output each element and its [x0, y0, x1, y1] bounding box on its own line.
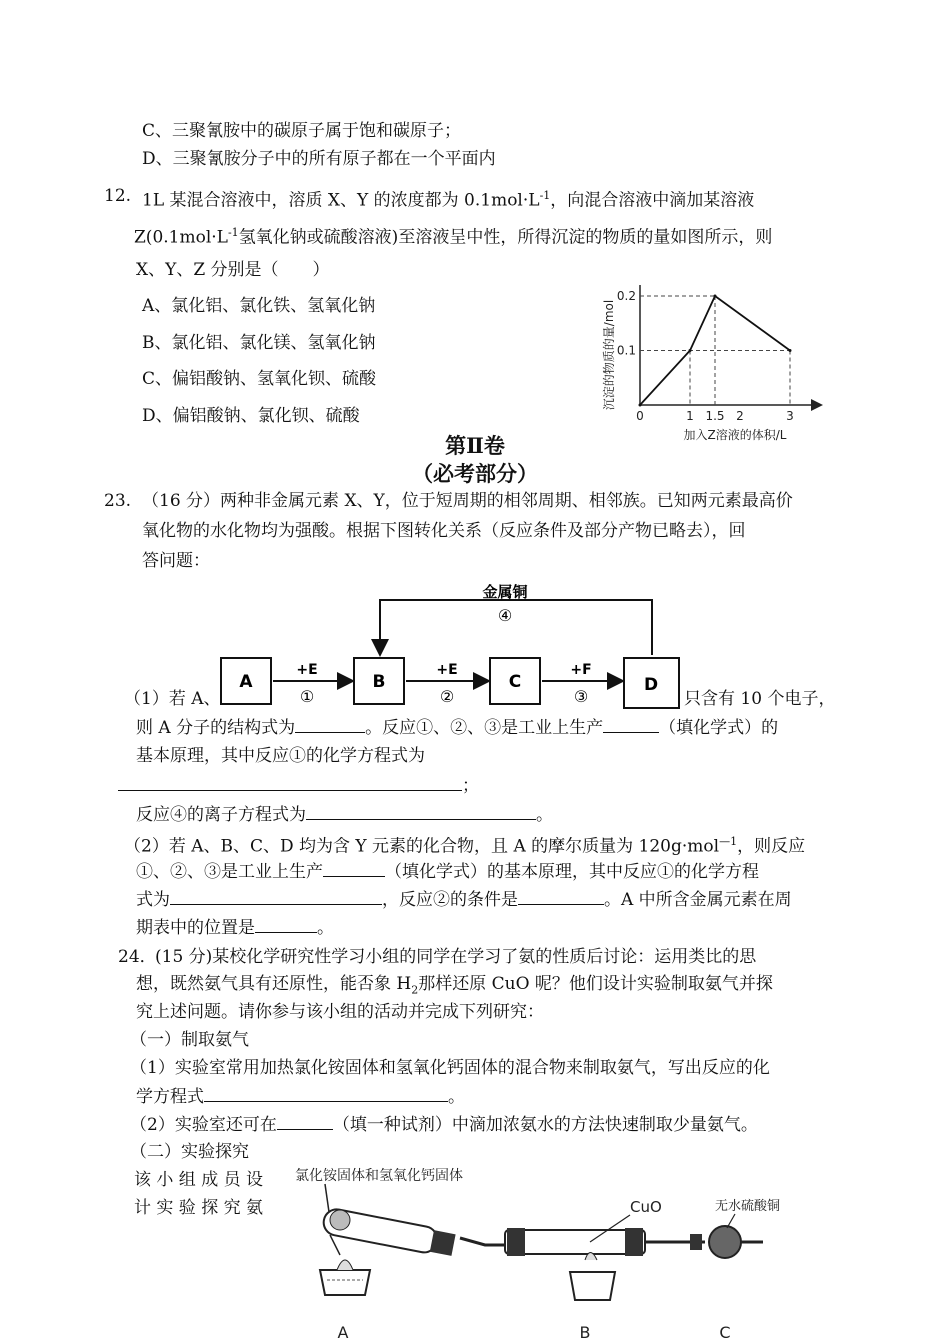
q23-line2: 氧化物的水化物均为强酸。根据下图转化关系（反应条件及部分产物已略去），回 — [142, 521, 746, 541]
chart-x-tick: 1 — [686, 409, 694, 423]
q24-line7: （2）实验室还可在 （填一种试剂）中滴加浓氨水的方法快速制取少量氨气。 — [130, 1115, 758, 1135]
chart-xlabel: 加入Z溶液的体积/L — [683, 428, 787, 442]
q12-option-c: C、偏铝酸钠、氢氧化钡、硫酸 — [142, 369, 377, 389]
blank-equation-2[interactable] — [170, 888, 382, 905]
q12-line1: 1L 某混合溶液中，溶质 X、Y 的浓度都为 $0.1mol\cdot L^{-1}$，向混合溶液中滴加某溶液 — [142, 189, 755, 211]
q23-p1-end: 只含有 10 个电子， — [684, 689, 836, 709]
chart-y-tick: 0.1 — [616, 343, 636, 358]
burner-a — [320, 1270, 370, 1295]
q23-number: 23. — [104, 491, 132, 511]
q23-p1-start: （1）若 A、 — [124, 689, 221, 709]
q12-option-d: D、偏铝酸钠、氯化钡、硫酸 — [142, 406, 360, 426]
blank-condition[interactable] — [518, 888, 604, 905]
chart-x-tick: 2 — [736, 409, 744, 423]
apparatus-label-a: A — [337, 1323, 349, 1340]
apparatus-diagram — [285, 1160, 815, 1340]
chart-point — [789, 349, 792, 352]
chart-ylabel: 沉淀的物质的量/mol — [602, 299, 616, 411]
q23-p1-line4: ； — [118, 774, 479, 797]
arrow3-reagent: +F — [570, 662, 592, 678]
blank-reagent[interactable] — [277, 1113, 333, 1130]
box-d-label: D — [643, 675, 659, 695]
q24-line1: (15 分)某校化学研究性学习小组的同学在学习了氨的性质后讨论：运用类比的思 — [155, 947, 757, 967]
q12-option-b: B、氯化铝、氯化镁、氢氧化钠 — [142, 333, 376, 353]
chart-x-tick: 0 — [636, 409, 644, 423]
q23-p1-line5: 反应④的离子方程式为 。 — [136, 805, 553, 825]
arrow1-reagent: +E — [296, 662, 318, 678]
q24-line5: （1）实验室常用加热氯化铵固体和氢氧化钙固体的混合物来制取氨气，写出反应的化 — [130, 1058, 770, 1078]
apparatus-label-b: B — [579, 1323, 591, 1340]
conversion-diagram — [215, 578, 690, 713]
q24-line9: 该 小 组 成 员 设 — [134, 1170, 264, 1190]
q23-line1: （16 分）两种非金属元素 X、Y，位于短周期的相邻周期、相邻族。已知两元素最高价 — [142, 491, 793, 511]
arrow3-num: ③ — [573, 687, 589, 706]
chart-x-tick: 3 — [786, 409, 794, 423]
box-a-label: A — [239, 672, 253, 692]
arrow2-num: ② — [439, 687, 455, 706]
q12-line2: $Z(0.1mol\cdot L^{-1}$氢氧化钠或硫酸溶液)至溶液呈中性，所得沉淀的物质的量如图所示，则 — [134, 226, 773, 248]
apparatus-label-reagents: 氯化铵固体和氢氧化钙固体 — [295, 1168, 463, 1184]
apparatus-label-cuso4: 无水硫酸铜 — [715, 1199, 781, 1214]
burner-b — [570, 1272, 615, 1300]
diagram-top-num: ④ — [497, 606, 513, 625]
box-c-label: C — [508, 672, 522, 692]
chart-point — [639, 404, 642, 407]
chart-y-tick: 0.2 — [616, 289, 636, 303]
blank-product-1[interactable] — [603, 716, 659, 733]
q24-line8: （二）实验探究 — [130, 1142, 249, 1162]
q23-p2-line2: ①、②、③是工业上生产 （填化学式）的基本原理，其中反应①的化学方程 — [136, 862, 759, 882]
reagent-solids — [330, 1210, 350, 1230]
q12-option-a: A、氯化铝、氯化铁、氢氧化钠 — [142, 296, 376, 316]
chart-point — [689, 349, 692, 352]
box-b-label: B — [372, 672, 386, 692]
blank-equation-1[interactable] — [118, 774, 462, 791]
q24-line6: 学方程式 。 — [136, 1087, 465, 1107]
chart-x-tick: 1.5 — [705, 409, 725, 423]
q24-line3: 究上述问题。请你参与该小组的活动并完成下列研究： — [136, 1002, 544, 1022]
precipitate-chart — [600, 285, 830, 445]
blank-ionic-equation[interactable] — [306, 803, 536, 820]
q23-line3: 答问题： — [142, 551, 210, 571]
blank-a-structure[interactable] — [295, 716, 365, 733]
arrow1-num: ① — [299, 687, 315, 706]
q11-option-d: D、三聚氰胺分子中的所有原子都在一个平面内 — [142, 149, 496, 169]
q24-line2: 想，既然氨气具有还原性，能否象 $H_2$那样还原 CuO 呢？他们设计实验制取氨气并探 — [136, 974, 773, 997]
blank-product-2[interactable] — [323, 860, 385, 877]
blank-position[interactable] — [255, 916, 317, 933]
blank-equation-3[interactable] — [204, 1085, 448, 1102]
q24-number: 24． — [118, 947, 157, 967]
q23-p1-line2: 则 A 分子的结构式为 。反应①、②、③是工业上生产 （填化学式）的 — [136, 718, 779, 738]
section-title: 第Ⅱ卷 — [445, 433, 505, 458]
q24-line10: 计 实 验 探 究 氨 — [134, 1198, 264, 1218]
q11-option-c: C、三聚氰胺中的碳原子属于饱和碳原子； — [142, 121, 462, 141]
q23-p1-line3: 基本原理，其中反应①的化学方程式为 — [136, 746, 425, 766]
diagram-top-label: 金属铜 — [482, 583, 528, 601]
apparatus-label-cuo: CuO — [630, 1198, 662, 1216]
q23-p2-line4: 期表中的位置是 。 — [136, 918, 334, 938]
q23-p2-line3: 式为 ，反应②的条件是 。A 中所含金属元素在周 — [136, 890, 792, 910]
q23-p2-line1: （2）若 A、B、C、D 均为含 Y 元素的化合物，且 A 的摩尔质量为 120g·mol$^{—1}$，则反应 — [124, 835, 806, 857]
apparatus-label-c: C — [719, 1323, 731, 1340]
arrow2-reagent: +E — [436, 662, 458, 678]
chart-point — [714, 295, 717, 298]
q12-number: 12. — [104, 186, 132, 206]
section-subtitle: （必考部分） — [412, 461, 538, 486]
q12-line3: X、Y、Z 分别是（ ） — [136, 260, 330, 280]
drying-tube-c — [709, 1226, 741, 1258]
q24-line4: （一）制取氨气 — [130, 1030, 249, 1050]
